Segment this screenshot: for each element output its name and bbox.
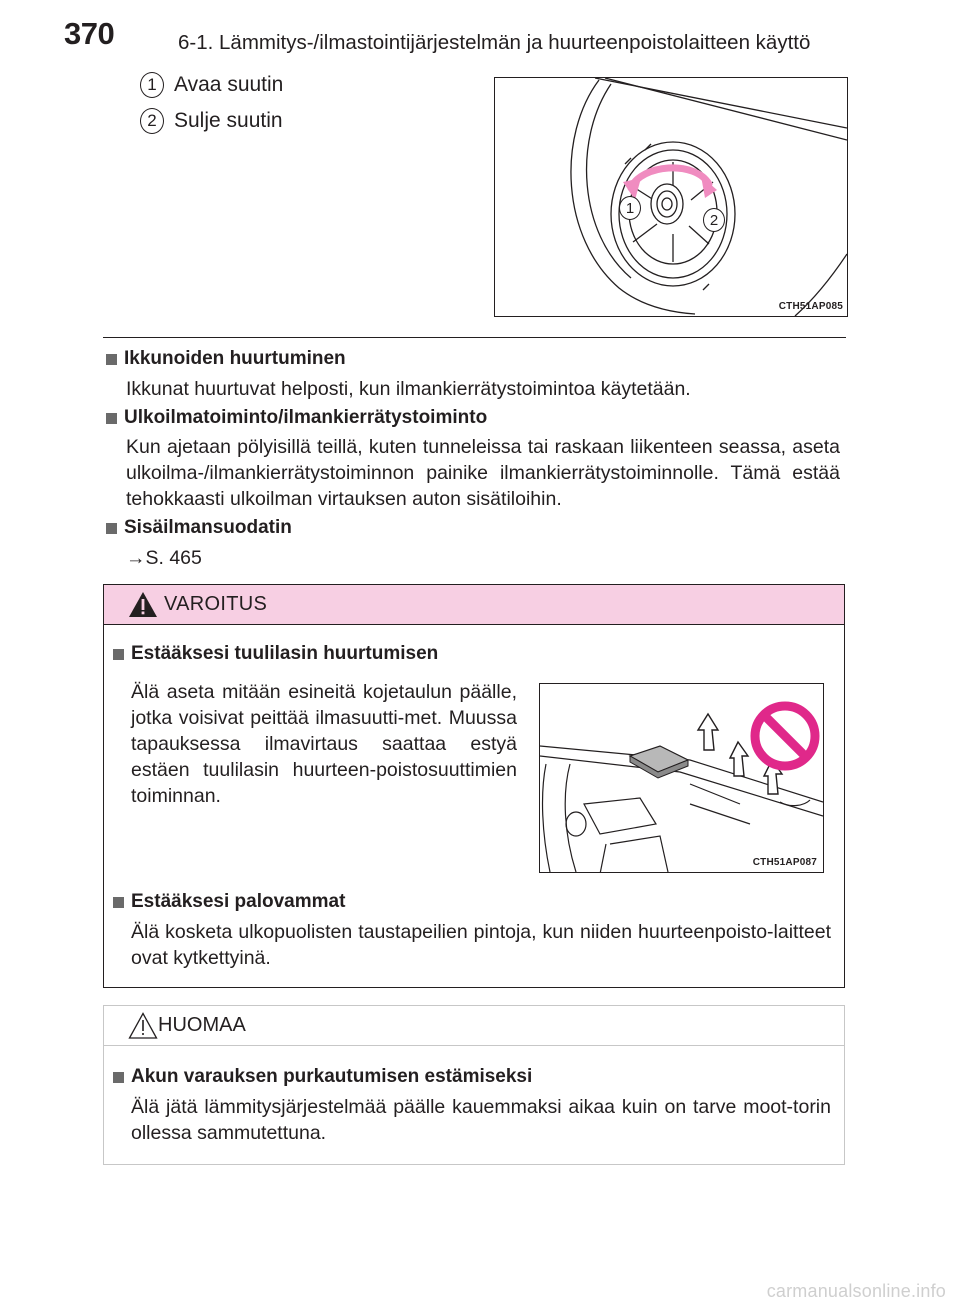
- bullet-square-icon: [113, 649, 124, 660]
- watermark: carmanualsonline.info: [766, 1281, 946, 1301]
- callout-2-badge: 2: [703, 208, 725, 232]
- notice-title: HUOMAA: [158, 1014, 246, 1036]
- warning-title: VAROITUS: [164, 593, 268, 615]
- step-2: [140, 108, 283, 134]
- step-number-badge: 2: [140, 108, 164, 134]
- warning-item-heading: [113, 643, 438, 665]
- bullet-square-icon: [106, 523, 117, 534]
- section-body: Ikkunat huurtuvat helposti, kun ilmankierrätystoimintoa käytetään.: [126, 378, 691, 400]
- step-label: Avaa suutin: [174, 73, 284, 96]
- vent-illustration: [494, 77, 848, 317]
- notice-box: [103, 1005, 845, 1165]
- notice-item-heading-text: Akun varauksen purkautumisen estämiseksi: [131, 1066, 533, 1087]
- page-number: 370: [64, 16, 115, 51]
- dashboard-illustration: [539, 683, 824, 873]
- section-title: 6-1. Lämmitys-/ilmastointijärjestelmän ja huurteenpoistolaitteen käyttö: [178, 31, 811, 54]
- section-divider: [103, 337, 846, 338]
- section-heading-outside-air: [106, 407, 487, 429]
- dashboard-drawing: [540, 684, 823, 872]
- step-label: Sulje suutin: [174, 109, 283, 132]
- step-1: [140, 72, 283, 98]
- notice-item-heading: [113, 1066, 532, 1088]
- warning-item-body: Älä aseta mitään esineitä kojetaulun päälle, jotka voisivat peittää ilmasuutti-met. Muussa tapauksessa ilmavirtaus saattaa estyä estäen tuulilasin huurteen-poistosuuttimien toiminnan.: [131, 681, 517, 807]
- notice-item-body: Älä jätä lämmitysjärjestelmää päälle kauemmaksi aikaa kuin on tarve moot-torin ollessa sammutettuna.: [131, 1096, 831, 1144]
- section-body: Kun ajetaan pölyisillä teillä, kuten tunneleissa tai raskaan liikenteen seassa, aseta ulkoilma-/ilmankierrätystoiminnon painike ilmankierrätystoiminnolle. Tämä estää tehokkaasti ulkoilman virtauksen auton sisätiloihin.: [126, 436, 840, 510]
- vent-drawing: [495, 78, 847, 316]
- warning-header: [104, 585, 844, 625]
- page-reference: →S. 465: [126, 547, 202, 569]
- section-heading-text: Sisäilmansuodatin: [124, 517, 292, 538]
- prohibition-sign-icon: [755, 706, 815, 766]
- section-heading-text: Ulkoilmatoiminto/ilmankierrätystoiminto: [124, 407, 488, 428]
- section-heading-text: Ikkunoiden huurtuminen: [124, 348, 346, 369]
- warning-item-heading-text: Estääksesi tuulilasin huurtumisen: [131, 643, 439, 664]
- warning-box: [103, 584, 845, 988]
- notice-header: [104, 1006, 844, 1046]
- figure-code: CTH51AP085: [778, 301, 843, 312]
- bullet-square-icon: [113, 1072, 124, 1083]
- step-number-badge: 1: [140, 72, 164, 98]
- section-heading-defogging: [106, 348, 346, 370]
- notice-triangle-icon: [128, 1012, 158, 1039]
- figure-code: CTH51AP087: [752, 857, 817, 868]
- warning-item-heading: [113, 891, 345, 913]
- bullet-square-icon: [106, 354, 117, 365]
- warning-triangle-icon: [128, 591, 158, 618]
- warning-item-body: Älä kosketa ulkopuolisten taustapeilien pintoja, kun niiden huurteenpoisto-laitteet ovat kytkettyinä.: [131, 921, 831, 969]
- bullet-square-icon: [106, 413, 117, 424]
- callout-1-badge: 1: [619, 196, 641, 220]
- section-heading-cabin-filter: [106, 517, 292, 539]
- bullet-square-icon: [113, 897, 124, 908]
- warning-item-heading-text: Estääksesi palovammat: [131, 891, 346, 912]
